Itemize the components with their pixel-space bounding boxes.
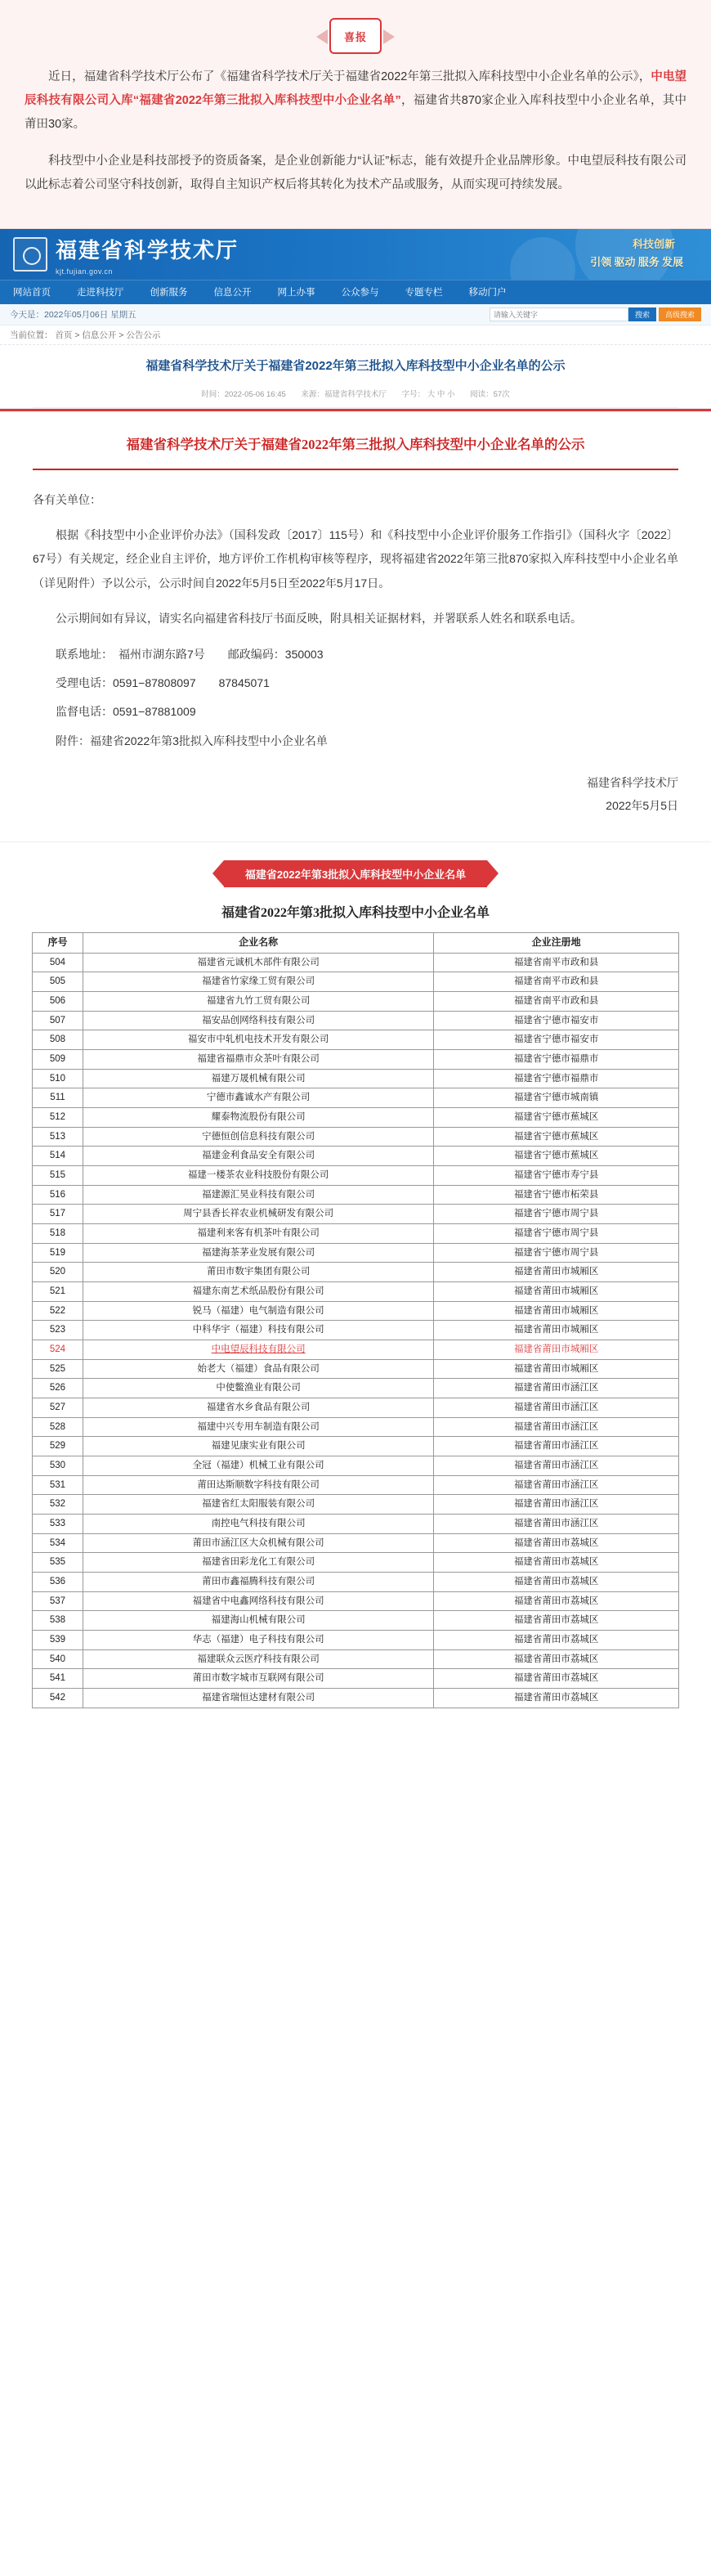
cell-name: 莆田市数字城市互联网有限公司 xyxy=(83,1669,433,1689)
meta-font-size[interactable]: 字号： 大 中 小 xyxy=(401,390,455,399)
cell-name: 福建省福鼎市众茶叶有限公司 xyxy=(83,1049,433,1069)
cell-name: 福建源汇昊业科技有限公司 xyxy=(83,1185,433,1205)
cell-location: 福建省莆田市涵江区 xyxy=(434,1417,679,1437)
cell-index: 518 xyxy=(33,1224,83,1244)
highlighted-text: 中电望辰科技有限公司入库“福建省2022年第三批拟入库科技型中小企业名单” xyxy=(25,70,686,107)
cell-location: 福建省宁德市寿宁县 xyxy=(434,1165,679,1185)
nav-item-5[interactable]: 公众参与 xyxy=(341,287,379,298)
table-row xyxy=(33,991,679,1011)
cell-index: 520 xyxy=(33,1263,83,1282)
cell-name: 全冠（福建）机械工业有限公司 xyxy=(83,1456,433,1476)
cell-name: 福建海山机械有限公司 xyxy=(83,1611,433,1631)
cell-location: 福建省宁德市蕉城区 xyxy=(434,1127,679,1147)
meta-views: 阅读：57次 xyxy=(470,390,510,399)
cell-index: 506 xyxy=(33,991,83,1011)
site-search[interactable] xyxy=(490,307,701,321)
article-paragraphs xyxy=(25,65,686,197)
cell-location: 福建省莆田市荔城区 xyxy=(434,1533,679,1553)
table-row xyxy=(33,1205,679,1224)
nav-item-2[interactable]: 创新服务 xyxy=(150,287,188,298)
notice-body-1: 根据《科技型中小企业评价办法》（国科发政〔2017〕115号）和《科技型中小企业评价服务工作指引》（国科火字〔2022〕67号）有关规定，经企业自主评价，地方评价工作机构审核等程序，现将福建省2022年第三批870家拟入库科技型中小企业名单（详见附件）予以公示，公示时间自2022年5月5日至2022年5月17日。 xyxy=(33,528,678,590)
cell-name: 福建中兴专用车制造有限公司 xyxy=(83,1417,433,1437)
cell-location: 福建省宁德市周宁县 xyxy=(434,1243,679,1263)
table-row xyxy=(33,1689,679,1708)
cell-index: 524 xyxy=(33,1340,83,1360)
cell-name: 福建海茶茅业发展有限公司 xyxy=(83,1243,433,1263)
cell-name: 福安市中轧机电技术开发有限公司 xyxy=(83,1030,433,1050)
table-row xyxy=(33,1165,679,1185)
meta-time: 时间：2022-05-06 16:45 xyxy=(201,390,286,399)
cell-index: 519 xyxy=(33,1243,83,1263)
cell-location: 福建省莆田市城厢区 xyxy=(434,1340,679,1360)
cell-index: 508 xyxy=(33,1030,83,1050)
cell-location: 福建省宁德市柘荣县 xyxy=(434,1185,679,1205)
cell-index: 516 xyxy=(33,1185,83,1205)
cell-name: 福建省中电鑫网络科技有限公司 xyxy=(83,1591,433,1611)
col-header-location: 企业注册地 xyxy=(434,933,679,953)
cell-index: 533 xyxy=(33,1515,83,1534)
cell-location: 福建省莆田市涵江区 xyxy=(434,1379,679,1398)
badge-wrap xyxy=(25,18,686,54)
cell-location: 福建省莆田市涵江区 xyxy=(434,1515,679,1534)
cell-name: 福建一楼茶农业科技股份有限公司 xyxy=(83,1165,433,1185)
cell-location: 福建省莆田市荔城区 xyxy=(434,1649,679,1669)
advanced-search-button[interactable]: 高级搜索 xyxy=(659,307,701,321)
cell-index: 507 xyxy=(33,1011,83,1030)
government-emblem-icon xyxy=(13,237,47,272)
table-row xyxy=(33,1437,679,1456)
cell-location: 福建省宁德市福安市 xyxy=(434,1011,679,1030)
cell-index: 531 xyxy=(33,1475,83,1495)
table-row xyxy=(33,1030,679,1050)
cell-index: 540 xyxy=(33,1649,83,1669)
table-row xyxy=(33,1301,679,1321)
article-section xyxy=(0,0,711,229)
cell-name: 莆田市涵江区大众机械有限公司 xyxy=(83,1533,433,1553)
table-row xyxy=(33,1669,679,1689)
cell-name: 福建万晟机械有限公司 xyxy=(83,1069,433,1088)
cell-location: 福建省莆田市城厢区 xyxy=(434,1321,679,1340)
table-row xyxy=(33,1088,679,1108)
good-news-badge: 喜报 xyxy=(329,18,382,54)
article-paragraph xyxy=(25,65,686,137)
table-row xyxy=(33,1631,679,1650)
nav-item-7[interactable]: 移动门户 xyxy=(468,287,507,298)
site-document-meta xyxy=(33,381,678,408)
cell-name: 福建联众云医疗科技有限公司 xyxy=(83,1649,433,1669)
cell-index: 509 xyxy=(33,1049,83,1069)
table-row xyxy=(33,1224,679,1244)
cell-location: 福建省莆田市涵江区 xyxy=(434,1398,679,1418)
ribbon-wrap xyxy=(0,860,711,887)
notice-tel: 受理电话：0591−87808097 87845071 xyxy=(56,676,270,690)
cell-index: 511 xyxy=(33,1088,83,1108)
cell-location: 福建省宁德市福鼎市 xyxy=(434,1049,679,1069)
cell-location: 福建省莆田市荔城区 xyxy=(434,1689,679,1708)
cell-location: 福建省宁德市蕉城区 xyxy=(434,1107,679,1127)
cell-index: 504 xyxy=(33,953,83,972)
notice-title: 福建省科学技术厅关于福建省2022年第三批拟入库科技型中小企业名单的公示 xyxy=(33,433,678,470)
banner-blob-2 xyxy=(510,237,575,280)
table-row xyxy=(33,1107,679,1127)
cell-index: 512 xyxy=(33,1107,83,1127)
cell-index: 526 xyxy=(33,1379,83,1398)
table-row xyxy=(33,1591,679,1611)
table-row xyxy=(33,1243,679,1263)
cell-name: 莆田达斯顺数字科技有限公司 xyxy=(83,1475,433,1495)
site-brand xyxy=(56,234,239,276)
cell-index: 530 xyxy=(33,1456,83,1476)
cell-location: 福建省南平市政和县 xyxy=(434,953,679,972)
col-header-name: 企业名称 xyxy=(83,933,433,953)
cell-location: 福建省莆田市涵江区 xyxy=(434,1495,679,1515)
cell-location: 福建省宁德市城南镇 xyxy=(434,1088,679,1108)
banner-art xyxy=(239,229,698,280)
nav-item-3[interactable]: 信息公开 xyxy=(213,287,252,298)
cell-name: 南控电气科技有限公司 xyxy=(83,1515,433,1534)
cell-index: 514 xyxy=(33,1147,83,1166)
search-button[interactable]: 搜索 xyxy=(628,307,656,321)
site-header xyxy=(0,229,711,280)
enterprise-list-table xyxy=(32,932,679,1708)
site-document-header xyxy=(0,345,711,381)
table-row xyxy=(33,1379,679,1398)
signature-org: 福建省科学技术厅 xyxy=(587,776,678,790)
cell-name: 福建省瑞恒达建材有限公司 xyxy=(83,1689,433,1708)
table-row xyxy=(33,1185,679,1205)
breadcrumb[interactable]: 当前位置： 首页 > 信息公开 > 公告公示 xyxy=(0,325,711,345)
cell-index: 517 xyxy=(33,1205,83,1224)
cell-index: 529 xyxy=(33,1437,83,1456)
table-row xyxy=(33,1417,679,1437)
cell-name: 锐马（福建）电气制造有限公司 xyxy=(83,1301,433,1321)
cell-name: 福建金利食品安全有限公司 xyxy=(83,1147,433,1166)
banner-text-secondary: 引领 驱动 服务 发展 xyxy=(590,256,683,268)
cell-name: 莆田市鑫福腾科技有限公司 xyxy=(83,1573,433,1592)
table-row xyxy=(33,1127,679,1147)
search-input[interactable] xyxy=(490,307,628,321)
cell-index: 523 xyxy=(33,1321,83,1340)
cell-name: 福建省元诚机木部件有限公司 xyxy=(83,953,433,972)
table-row xyxy=(33,1553,679,1573)
table-row xyxy=(33,1340,679,1360)
cell-name: 福建见康实业有限公司 xyxy=(83,1437,433,1456)
table-row xyxy=(33,953,679,972)
cell-name: 福建东南艺术纸品股份有限公司 xyxy=(83,1282,433,1302)
article-text: ，福建省共870家企业入库科技型中小企业名单，其中莆田30家。 xyxy=(25,94,686,131)
cell-location: 福建省南平市政和县 xyxy=(434,991,679,1011)
table-row xyxy=(33,972,679,992)
table-row xyxy=(33,1611,679,1631)
article-text: 近日，福建省科学技术厅公布了《福建省科学技术厅关于福建省2022年第三批拟入库科技型中小企业名单的公示》， xyxy=(48,70,651,83)
cell-index: 505 xyxy=(33,972,83,992)
cell-location: 福建省宁德市蕉城区 xyxy=(434,1147,679,1166)
cell-name: 始老大（福建）食品有限公司 xyxy=(83,1359,433,1379)
notice-section xyxy=(0,409,711,841)
cell-index: 537 xyxy=(33,1591,83,1611)
cell-location: 福建省莆田市涵江区 xyxy=(434,1437,679,1456)
website-screenshot xyxy=(0,229,711,409)
notice-body-2: 公示期间如有异议，请实名向福建省科技厅书面反映，附具相关证据材料，并署联系人姓名和联系电话。 xyxy=(56,612,582,626)
notice-salutation: 各有关单位： xyxy=(33,492,101,506)
cell-location: 福建省莆田市城厢区 xyxy=(434,1282,679,1302)
nav-item-0[interactable]: 网站首页 xyxy=(13,287,51,298)
table-row xyxy=(33,1011,679,1030)
cell-location: 福建省莆田市荔城区 xyxy=(434,1611,679,1631)
cell-name: 华志（福建）电子科技有限公司 xyxy=(83,1631,433,1650)
cell-name: 福建利来客有机茶叶有限公司 xyxy=(83,1224,433,1244)
cell-index: 513 xyxy=(33,1127,83,1147)
nav-item-1[interactable]: 走进科技厅 xyxy=(77,287,124,298)
cell-name: 福建省九竹工贸有限公司 xyxy=(83,991,433,1011)
col-header-index: 序号 xyxy=(33,933,83,953)
cell-location: 福建省莆田市城厢区 xyxy=(434,1359,679,1379)
cell-location: 福建省莆田市荔城区 xyxy=(434,1553,679,1573)
cell-index: 525 xyxy=(33,1359,83,1379)
cell-index: 535 xyxy=(33,1553,83,1573)
current-date-label: 今天是：2022年05月06日 星期五 xyxy=(10,310,136,320)
cell-name: 福建省水乡食品有限公司 xyxy=(83,1398,433,1418)
table-row xyxy=(33,1456,679,1476)
cell-index: 542 xyxy=(33,1689,83,1708)
cell-name: 中电望辰科技有限公司 xyxy=(83,1340,433,1360)
cell-name: 中使鳖渔业有限公司 xyxy=(83,1379,433,1398)
table-row xyxy=(33,1282,679,1302)
table-row xyxy=(33,1147,679,1166)
table-row xyxy=(33,1321,679,1340)
cell-location: 福建省莆田市涵江区 xyxy=(434,1475,679,1495)
cell-name: 周宁县香长祥农业机械研发有限公司 xyxy=(83,1205,433,1224)
list-ribbon-title: 福建省2022年第3批拟入库科技型中小企业名单 xyxy=(224,860,487,887)
table-body xyxy=(33,953,679,1708)
cell-name: 福建省红太阳服装有限公司 xyxy=(83,1495,433,1515)
meta-source: 来源：福建省科学技术厅 xyxy=(301,390,387,399)
table-row xyxy=(33,1533,679,1553)
cell-index: 536 xyxy=(33,1573,83,1592)
cell-location: 福建省莆田市荔城区 xyxy=(434,1631,679,1650)
cell-name: 耀泰物流股份有限公司 xyxy=(83,1107,433,1127)
site-document-title: 福建省科学技术厅关于福建省2022年第三批拟入库科技型中小企业名单的公示 xyxy=(145,359,566,373)
cell-name: 莆田市数宇集团有限公司 xyxy=(83,1263,433,1282)
cell-location: 福建省莆田市荔城区 xyxy=(434,1573,679,1592)
table-row xyxy=(33,1515,679,1534)
cell-name: 宁德恒创信息科技有限公司 xyxy=(83,1127,433,1147)
table-row xyxy=(33,1495,679,1515)
cell-location: 福建省莆田市荔城区 xyxy=(434,1591,679,1611)
cell-index: 532 xyxy=(33,1495,83,1515)
table-row xyxy=(33,1475,679,1495)
article-paragraph xyxy=(25,150,686,197)
cell-name: 中科华宇（福建）科技有限公司 xyxy=(83,1321,433,1340)
cell-location: 福建省南平市政和县 xyxy=(434,972,679,992)
cell-index: 528 xyxy=(33,1417,83,1437)
cell-index: 521 xyxy=(33,1282,83,1302)
site-url: kjt.fujian.gov.cn xyxy=(56,267,113,276)
article-text: 科技型中小企业是科技部授予的资质备案，是企业创新能力“认证”标志，能有效提升企业品牌形象。中电望辰科技有限公司以此标志着公司坚守科技创新，取得自主知识产权后将其转化为技术产品或服务，从而实现可持续发展。 xyxy=(25,155,686,191)
notice-supervise-tel: 监督电话：0591−87881009 xyxy=(56,705,196,719)
nav-item-6[interactable]: 专题专栏 xyxy=(405,287,443,298)
list-section xyxy=(0,841,711,1733)
site-subbar xyxy=(0,304,711,325)
table-row xyxy=(33,1069,679,1088)
table-header-row xyxy=(33,933,679,953)
table-row xyxy=(33,1649,679,1669)
table-row xyxy=(33,1263,679,1282)
notice-attachment[interactable]: 附件：福建省2022年第3批拟入库科技型中小企业名单 xyxy=(56,734,328,747)
cell-name: 福建省田彩龙化工有限公司 xyxy=(83,1553,433,1573)
cell-name: 福建省竹家缘工贸有限公司 xyxy=(83,972,433,992)
table-row xyxy=(33,1398,679,1418)
list-table-title: 福建省2022年第3批拟入库科技型中小企业名单 xyxy=(221,906,490,921)
cell-name: 宁德市鑫诚水产有限公司 xyxy=(83,1088,433,1108)
nav-item-4[interactable]: 网上办事 xyxy=(277,287,315,298)
site-navigation[interactable] xyxy=(0,280,711,304)
subbar-left xyxy=(10,308,136,321)
banner-text-primary: 科技创新 xyxy=(632,238,675,250)
cell-location: 福建省宁德市福鼎市 xyxy=(434,1069,679,1088)
cell-index: 515 xyxy=(33,1165,83,1185)
cell-index: 538 xyxy=(33,1611,83,1631)
cell-index: 522 xyxy=(33,1301,83,1321)
table-row xyxy=(33,1359,679,1379)
cell-index: 527 xyxy=(33,1398,83,1418)
cell-location: 福建省莆田市涵江区 xyxy=(434,1456,679,1476)
cell-index: 534 xyxy=(33,1533,83,1553)
table-row xyxy=(33,1049,679,1069)
table-row xyxy=(33,1573,679,1592)
notice-address: 联系地址： 福州市湖东路7号 邮政编码：350003 xyxy=(56,647,324,661)
cell-name: 福安品创网络科技有限公司 xyxy=(83,1011,433,1030)
notice-signature xyxy=(33,771,678,817)
cell-location: 福建省宁德市周宁县 xyxy=(434,1224,679,1244)
cell-location: 福建省宁德市周宁县 xyxy=(434,1205,679,1224)
site-title: 福建省科学技术厅 xyxy=(56,238,239,263)
cell-index: 541 xyxy=(33,1669,83,1689)
cell-location: 福建省莆田市荔城区 xyxy=(434,1669,679,1689)
cell-location: 福建省莆田市城厢区 xyxy=(434,1263,679,1282)
cell-location: 福建省莆田市城厢区 xyxy=(434,1301,679,1321)
cell-location: 福建省宁德市福安市 xyxy=(434,1030,679,1050)
cell-index: 539 xyxy=(33,1631,83,1650)
signature-date: 2022年5月5日 xyxy=(606,799,678,813)
cell-index: 510 xyxy=(33,1069,83,1088)
